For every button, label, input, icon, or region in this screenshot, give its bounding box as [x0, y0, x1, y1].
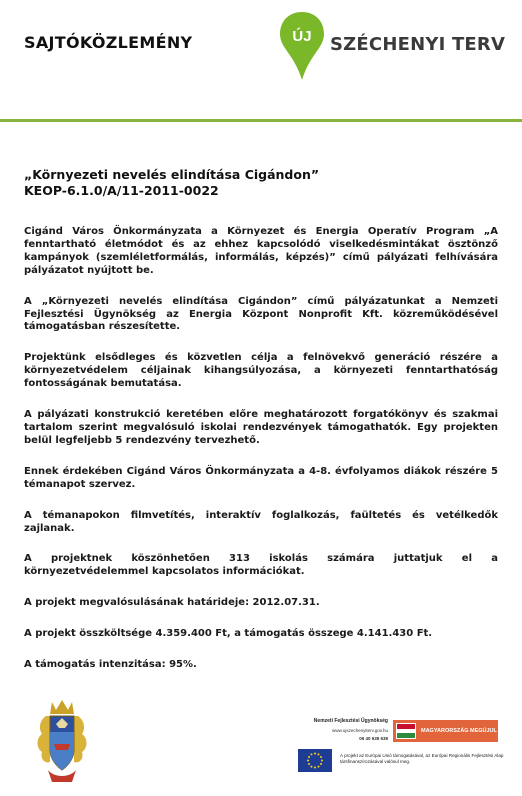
- paragraph: A pályázati konstrukció keretében előre meghatározott forgatókönyv és szakmai tartalom szerint megvalósuló iskolai rendezvények támogathatók. Egy projekten belül legfeljebb 5 rendezvény tervezhető.: [24, 409, 498, 446]
- press-release-heading: SAJTÓKÖZLEMÉNY: [24, 33, 193, 52]
- eu-funding-note: A projekt az Európai Unió támogatásával, az Európai Regionális Fejlesztési Alap társfinanszírozásával valósul meg.: [340, 753, 504, 764]
- paragraph: Cigánd Város Önkormányzata a Környezet és Energia Operatív Program „A fenntartható életmódot és az ehhez kapcsolódó viselkedésmintákat ösztönző kampányok (szemléletformálás, informálás, képzés)” című pályázati felhívására pályázatot nyújtott be.: [24, 226, 498, 276]
- project-code: KEOP-6.1.0/A/11-2011-0022: [24, 183, 219, 198]
- magyarorszag-megujul-badge: [393, 720, 498, 742]
- paragraph: Ennek érdekében Cigánd Város Önkormányzata a 4-8. évfolyamos diákok részére 5 témanapot szervez.: [24, 465, 498, 490]
- coat-of-arms-icon: [32, 698, 92, 788]
- szechenyi-terv-logo: [278, 10, 508, 82]
- header-divider: [0, 119, 522, 122]
- document-title: [24, 167, 319, 199]
- paragraph: A témanapokon filmvetítés, interaktív foglalkozás, faültetés és vetélkedők zajlanak.: [24, 509, 498, 534]
- agency-phone: 06 40 638 638: [359, 736, 388, 741]
- paragraph: A támogatás intenzitása: 95%.: [24, 659, 197, 671]
- eu-flag-icon: [298, 749, 332, 772]
- map-pin-icon: [278, 10, 326, 82]
- funding-logos: [290, 716, 510, 786]
- hungarian-flag-icon: [396, 723, 416, 739]
- agency-website: www.ujszechenyiterv.gov.hu: [332, 728, 388, 733]
- paragraph: Projektünk elsődleges és közvetlen célja a felnövekvő generáció részére a környezetvédelem céljainak kihangsúlyozása, a környezeti fenntarthatóság fontosságának bemutatása.: [24, 352, 498, 390]
- press-release-body: [24, 226, 498, 685]
- badge-label: MAGYARORSZÁG MEGÚJUL: [421, 728, 497, 734]
- title-line: „Környezeti nevelés elindítása Cigándon”: [24, 167, 320, 182]
- paragraph: A projektnek köszönhetően 313 iskolás számára juttatjuk el a környezetvédelemmel kapcsolatos információkat.: [24, 553, 498, 578]
- logo-wordmark: SZÉCHENYI TERV: [330, 34, 506, 55]
- paragraph: A „Környezeti nevelés elindítása Cigándon” című pályázatunkat a Nemzeti Fejlesztési Ügynökség az Energia Központ Nonprofit Kft. közreműködésével támogatásban részesítette.: [24, 295, 498, 333]
- paragraph: A projekt megvalósulásának határideje: 2012.07.31.: [24, 597, 320, 609]
- agency-name: Nemzeti Fejlesztési Ügynökség: [313, 718, 388, 724]
- paragraph: A projekt összköltsége 4.359.400 Ft, a támogatás összege 4.141.430 Ft.: [24, 628, 433, 640]
- logo-badge-text: ÚJ: [292, 28, 312, 45]
